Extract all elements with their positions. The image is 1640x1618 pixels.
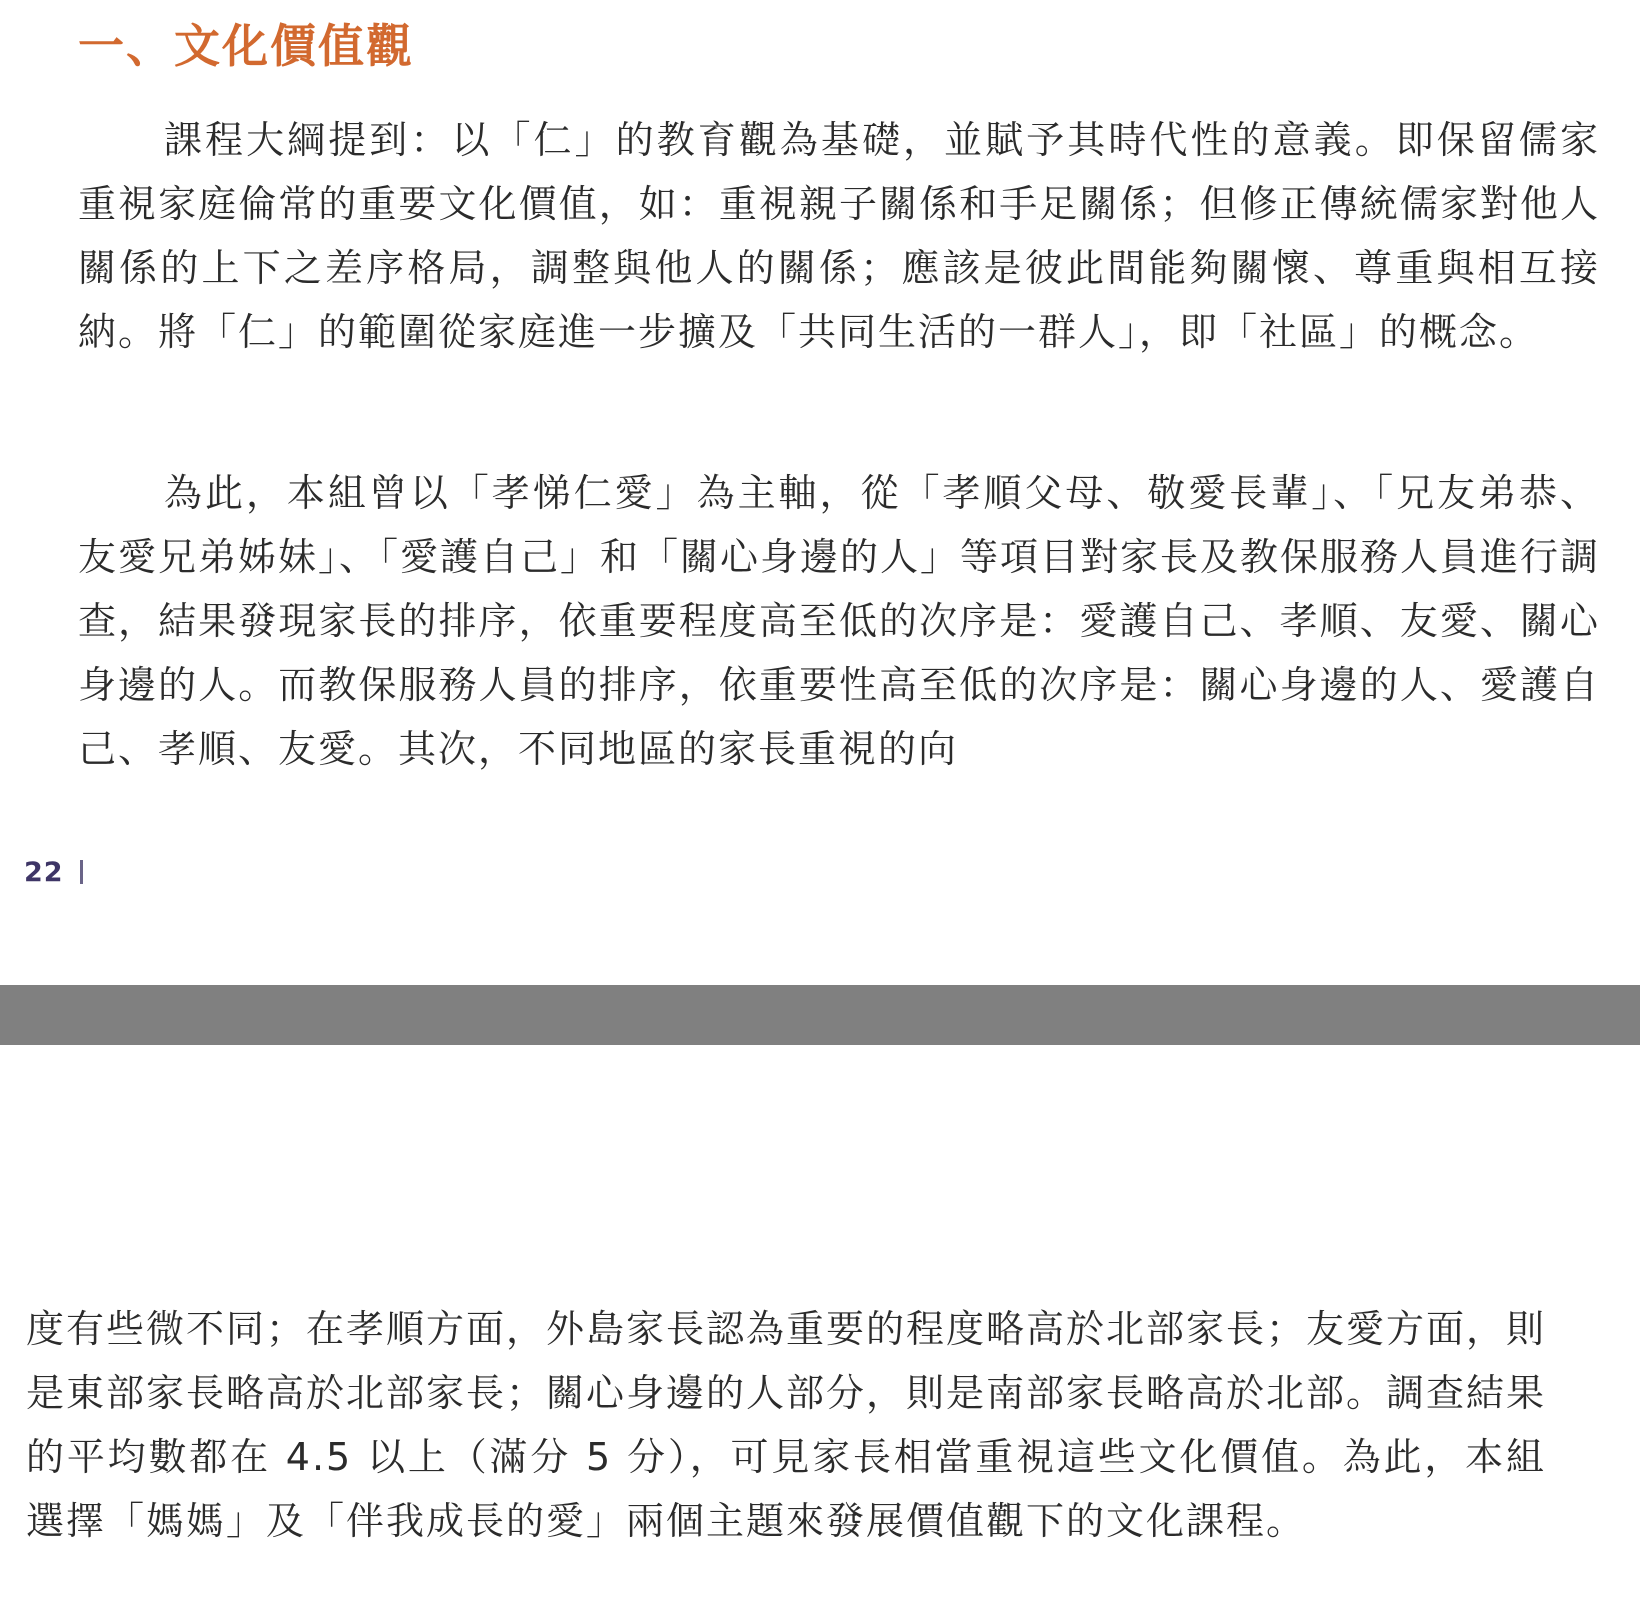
paragraph-3: 度有些微不同；在孝順方面，外島家長認為重要的程度略高於北部家長；友愛方面，則是東部家長略高於北部家長；關心身邊的人部分，則是南部家長略高於北部。調查結果的平均數都在 4.5 以上（滿分 5 分），可見家長相當重視這些文化價值。為此，本組選擇「媽媽」及「伴我成長的愛」兩個主題來發展價值觀下的文化課程。 [26,1307,1547,1543]
page-number-divider [80,860,83,884]
page-number: 22 [24,856,64,888]
paragraph-1: 課程大綱提到：以「仁」的教育觀為基礎，並賦予其時代性的意義。即保留儒家重視家庭倫常的重要文化價值，如：重視親子關係和手足關係；但修正傳統儒家對他人關係的上下之差序格局，調整與他人的關係；應該是彼此間能夠關懷、尊重與相互接納。將「仁」的範圍從家庭進一步擴及「共同生活的一群人」，即「社區」的概念。 [78,118,1600,354]
paragraph-2: 為此，本組曾以「孝悌仁愛」為主軸，從「孝順父母、敬愛長輩」、「兄友弟恭、友愛兄弟姊妹」、「愛護自己」和「關心身邊的人」等項目對家長及教保服務人員進行調查，結果發現家長的排序，依重要程度高至低的次序是：愛護自己、孝順、友愛、關心身邊的人。而教保服務人員的排序，依重要性高至低的次序是：關心身邊的人、愛護自己、孝順、友愛。其次，不同地區的家長重視的向 [78,471,1601,771]
page-footer [24,852,83,892]
section-heading: 一、文化價值觀 [78,19,414,73]
page-separator [0,985,1640,1045]
